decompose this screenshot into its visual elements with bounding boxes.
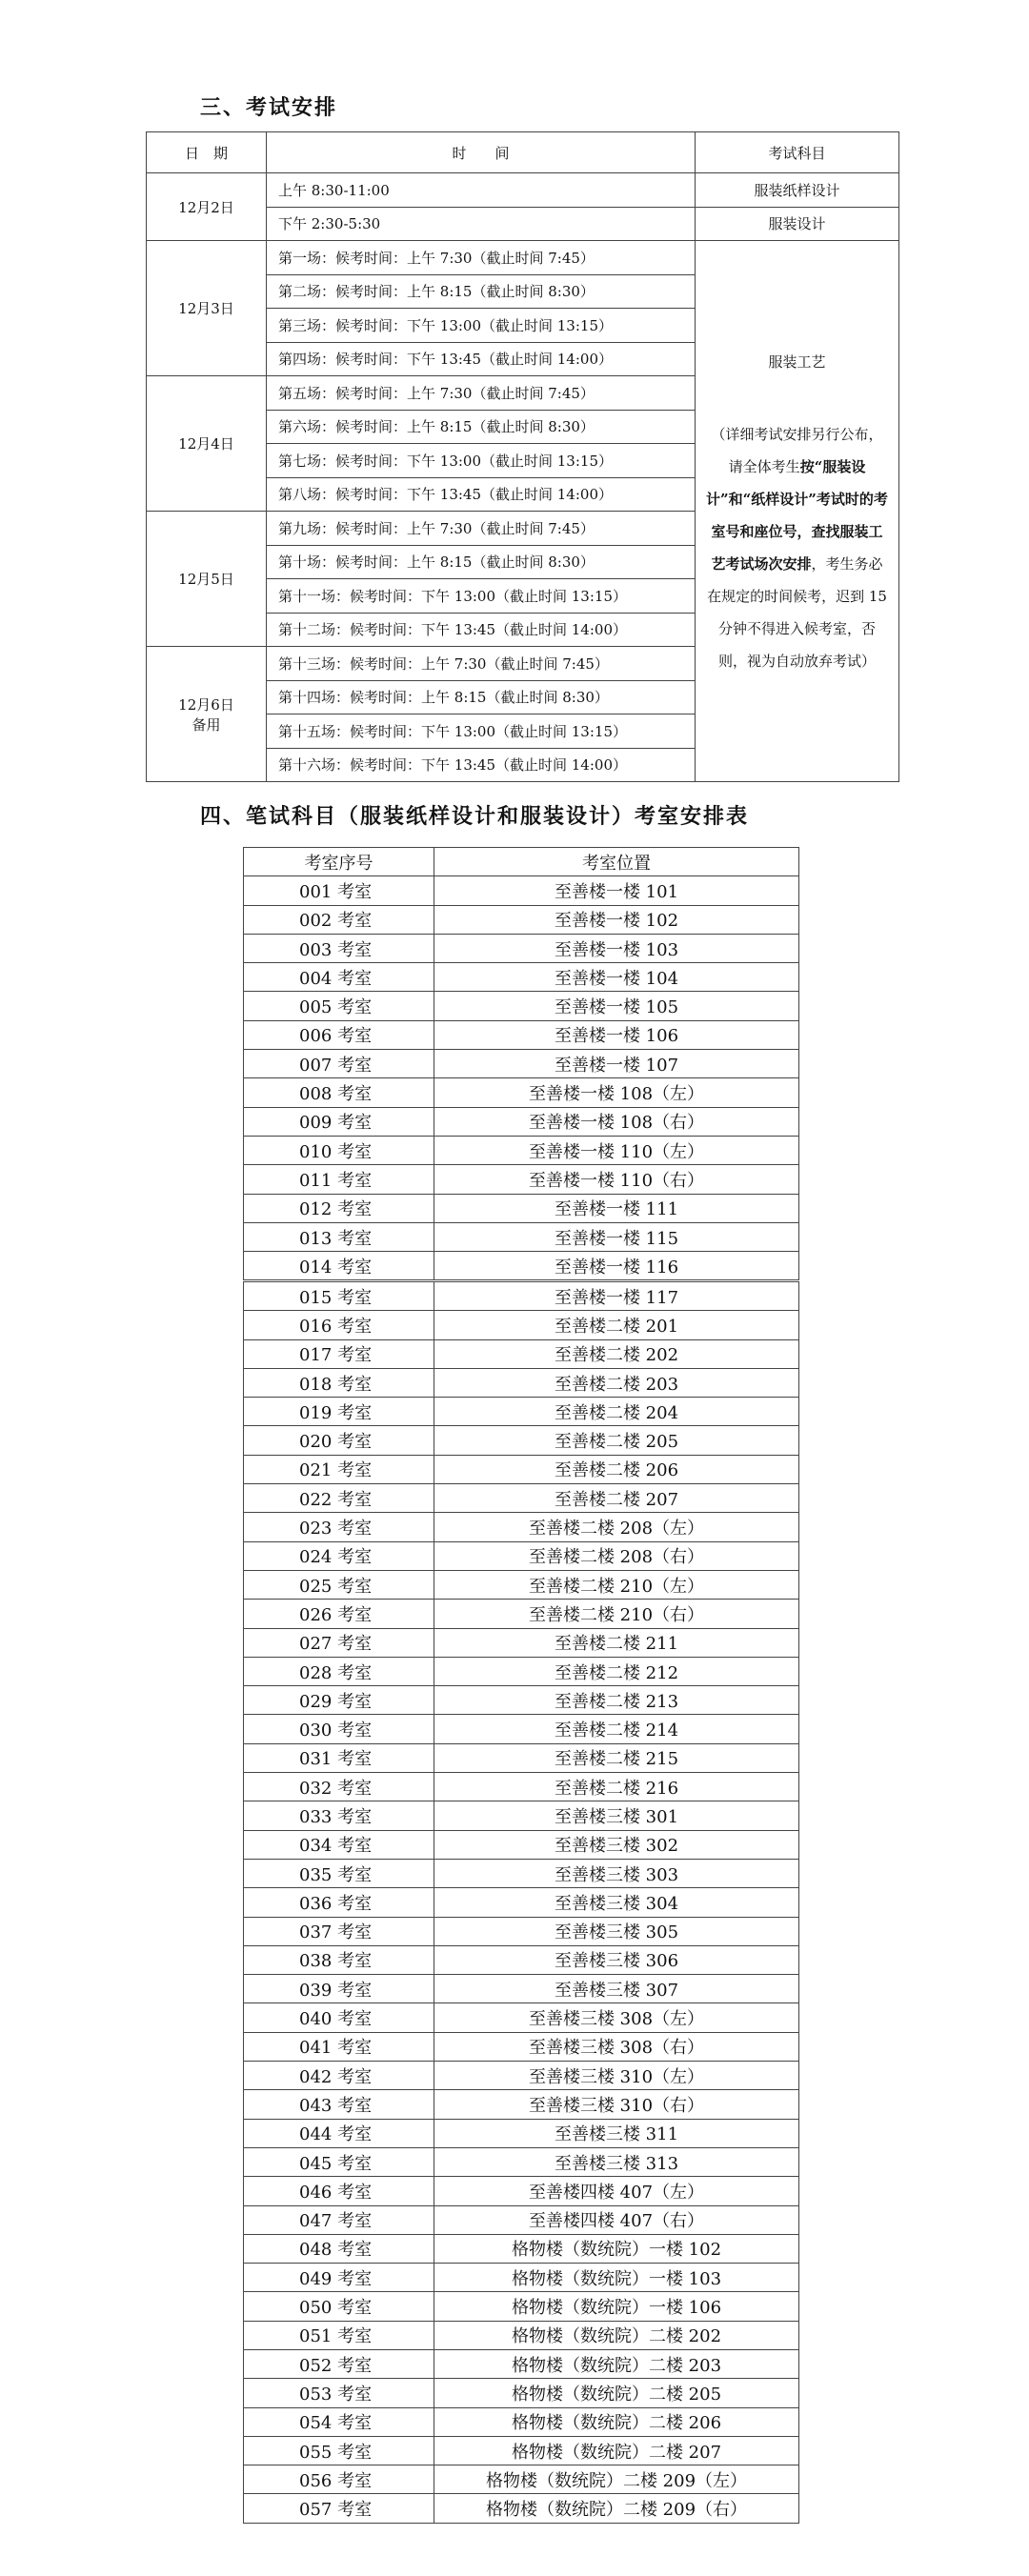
room-location-cell: 格物楼（数统院）二楼 209（右） xyxy=(434,2494,799,2523)
table-row xyxy=(244,1311,799,1339)
table-row xyxy=(244,1801,799,1830)
room-location-cell: 至善楼二楼 210（右） xyxy=(434,1600,799,1628)
room-no-cell: 030 考室 xyxy=(244,1715,434,1743)
time-cell: 第二场：候考时间：上午 8:15（截止时间 8:30） xyxy=(267,274,696,309)
room-location-cell: 至善楼二楼 205 xyxy=(434,1426,799,1455)
room-no-cell: 027 考室 xyxy=(244,1628,434,1657)
room-location-cell: 至善楼一楼 108（右） xyxy=(434,1107,799,1136)
room-location-cell: 至善楼一楼 116 xyxy=(434,1252,799,1280)
room-location-cell: 至善楼二楼 216 xyxy=(434,1773,799,1801)
date-cell xyxy=(147,647,267,782)
room-no-cell: 046 考室 xyxy=(244,2177,434,2205)
craft-subject: 服装工艺 xyxy=(768,352,826,371)
room-location-cell: 至善楼三楼 306 xyxy=(434,1945,799,1974)
table-row xyxy=(244,2234,799,2263)
table-row xyxy=(244,1194,799,1222)
time-cell: 第十五场：候考时间：下午 13:00（截止时间 13:15） xyxy=(267,714,696,749)
table-row xyxy=(244,2407,799,2436)
room-no-cell: 013 考室 xyxy=(244,1222,434,1251)
table-row xyxy=(244,1484,799,1513)
room-no-cell: 034 考室 xyxy=(244,1830,434,1859)
table-row xyxy=(244,1252,799,1280)
room-no-cell: 050 考室 xyxy=(244,2292,434,2321)
header-room-no: 考室序号 xyxy=(244,848,434,876)
table-row xyxy=(244,2032,799,2061)
note-text-bold: 按“服装设计”和“纸样设计”考试时的考室号和座位号，查找服装工艺考试场次安排 xyxy=(706,457,888,573)
craft-subject-note-cell xyxy=(696,241,899,782)
table-row xyxy=(244,2205,799,2234)
room-no-cell: 006 考室 xyxy=(244,1020,434,1049)
room-no-cell: 019 考室 xyxy=(244,1398,434,1426)
time-cell: 下午 2:30-5:30 xyxy=(267,207,696,241)
room-no-cell: 042 考室 xyxy=(244,2062,434,2090)
room-location-cell: 至善楼三楼 313 xyxy=(434,2147,799,2176)
room-location-cell: 至善楼二楼 207 xyxy=(434,1484,799,1513)
table-row xyxy=(244,2119,799,2147)
section-3-title: 三、考试安排 xyxy=(200,96,338,120)
table-row xyxy=(244,1570,799,1599)
table-row xyxy=(244,1600,799,1628)
room-no-cell: 012 考室 xyxy=(244,1194,434,1222)
room-no-cell: 022 考室 xyxy=(244,1484,434,1513)
room-location-cell: 至善楼三楼 303 xyxy=(434,1859,799,1887)
room-no-cell: 031 考室 xyxy=(244,1743,434,1772)
room-no-cell: 043 考室 xyxy=(244,2090,434,2119)
room-table-part-2 xyxy=(243,1281,799,2524)
schedule-row xyxy=(147,241,899,275)
date-note: 备用 xyxy=(192,715,221,734)
room-location-cell: 至善楼四楼 407（右） xyxy=(434,2205,799,2234)
time-cell: 第七场：候考时间：下午 13:00（截止时间 13:15） xyxy=(267,444,696,478)
time-cell: 第八场：候考时间：下午 13:45（截止时间 14:00） xyxy=(267,477,696,512)
time-cell: 第十六场：候考时间：下午 13:45（截止时间 14:00） xyxy=(267,748,696,782)
table-row xyxy=(244,1368,799,1397)
room-no-cell: 007 考室 xyxy=(244,1050,434,1078)
header-location: 考室位置 xyxy=(434,848,799,876)
room-location-cell: 至善楼一楼 107 xyxy=(434,1050,799,1078)
table-row xyxy=(244,2379,799,2407)
room-location-cell: 至善楼三楼 307 xyxy=(434,1975,799,2003)
table-row xyxy=(244,876,799,905)
table-row xyxy=(244,1020,799,1049)
table-row xyxy=(244,2292,799,2321)
room-location-cell: 至善楼三楼 310（左） xyxy=(434,2062,799,2090)
time-cell: 第一场：候考时间：上午 7:30（截止时间 7:45） xyxy=(267,241,696,275)
room-no-cell: 021 考室 xyxy=(244,1455,434,1483)
room-location-cell: 至善楼二楼 201 xyxy=(434,1311,799,1339)
room-location-cell: 至善楼一楼 111 xyxy=(434,1194,799,1222)
time-cell: 第六场：候考时间：上午 8:15（截止时间 8:30） xyxy=(267,410,696,444)
room-location-cell: 格物楼（数统院）一楼 106 xyxy=(434,2292,799,2321)
date-text: 12月5日 xyxy=(178,571,234,588)
room-location-cell: 格物楼（数统院）二楼 209（左） xyxy=(434,2465,799,2494)
table-row xyxy=(244,1078,799,1107)
room-no-cell: 044 考室 xyxy=(244,2119,434,2147)
room-no-cell: 036 考室 xyxy=(244,1888,434,1917)
room-no-cell: 037 考室 xyxy=(244,1917,434,1945)
room-no-cell: 041 考室 xyxy=(244,2032,434,2061)
room-no-cell: 056 考室 xyxy=(244,2465,434,2494)
time-cell: 第四场：候考时间：下午 13:45（截止时间 14:00） xyxy=(267,342,696,376)
room-no-cell: 045 考室 xyxy=(244,2147,434,2176)
room-no-cell: 032 考室 xyxy=(244,1773,434,1801)
room-location-cell: 至善楼一楼 110（左） xyxy=(434,1136,799,1164)
table-row xyxy=(244,2494,799,2523)
subject-cell: 服装设计 xyxy=(696,207,899,241)
note-text-1: （详细考试安排另行公布，请全体考生 xyxy=(711,425,883,475)
room-no-cell: 049 考室 xyxy=(244,2264,434,2292)
room-location-cell: 至善楼三楼 308（右） xyxy=(434,2032,799,2061)
table-row xyxy=(244,2349,799,2378)
room-no-cell: 054 考室 xyxy=(244,2407,434,2436)
room-no-cell: 048 考室 xyxy=(244,2234,434,2263)
table-row xyxy=(244,1628,799,1657)
date-text: 12月6日 xyxy=(178,695,234,714)
table-row xyxy=(244,2003,799,2032)
room-location-cell: 格物楼（数统院）二楼 206 xyxy=(434,2407,799,2436)
room-no-cell: 039 考室 xyxy=(244,1975,434,2003)
room-location-cell: 至善楼三楼 302 xyxy=(434,1830,799,1859)
room-no-cell: 003 考室 xyxy=(244,934,434,962)
room-location-cell: 格物楼（数统院）二楼 205 xyxy=(434,2379,799,2407)
table-row xyxy=(244,2321,799,2349)
table-row xyxy=(244,1541,799,1570)
section-4-title: 四、笔试科目（服装纸样设计和服装设计）考室安排表 xyxy=(200,805,750,829)
room-no-cell: 018 考室 xyxy=(244,1368,434,1397)
time-cell: 第十三场：候考时间：上午 7:30（截止时间 7:45） xyxy=(267,647,696,681)
time-cell: 第九场：候考时间：上午 7:30（截止时间 7:45） xyxy=(267,512,696,546)
table-row xyxy=(244,1917,799,1945)
table-row xyxy=(244,1513,799,1541)
room-header-row xyxy=(244,848,799,876)
table-row xyxy=(244,1975,799,2003)
room-location-cell: 至善楼三楼 311 xyxy=(434,2119,799,2147)
room-location-cell: 至善楼一楼 106 xyxy=(434,1020,799,1049)
table-row xyxy=(244,1282,799,1311)
room-no-cell: 052 考室 xyxy=(244,2349,434,2378)
time-cell: 第五场：候考时间：上午 7:30（截止时间 7:45） xyxy=(267,376,696,411)
table-row xyxy=(244,905,799,934)
room-no-cell: 005 考室 xyxy=(244,992,434,1020)
table-row xyxy=(244,963,799,992)
room-no-cell: 015 考室 xyxy=(244,1282,434,1311)
room-no-cell: 035 考室 xyxy=(244,1859,434,1887)
room-location-cell: 至善楼三楼 305 xyxy=(434,1917,799,1945)
table-row xyxy=(244,1398,799,1426)
room-location-cell: 至善楼二楼 203 xyxy=(434,1368,799,1397)
table-row xyxy=(244,1715,799,1743)
room-no-cell: 017 考室 xyxy=(244,1339,434,1368)
room-no-cell: 028 考室 xyxy=(244,1657,434,1685)
room-location-cell: 至善楼二楼 208（右） xyxy=(434,1541,799,1570)
room-location-cell: 至善楼一楼 103 xyxy=(434,934,799,962)
room-location-cell: 格物楼（数统院）一楼 103 xyxy=(434,2264,799,2292)
table-row xyxy=(244,934,799,962)
subject-cell: 服装纸样设计 xyxy=(696,173,899,208)
room-location-cell: 格物楼（数统院）一楼 102 xyxy=(434,2234,799,2263)
date-text: 12月3日 xyxy=(178,300,234,317)
room-location-cell: 至善楼二楼 206 xyxy=(434,1455,799,1483)
room-location-cell: 至善楼四楼 407（左） xyxy=(434,2177,799,2205)
room-location-cell: 至善楼三楼 308（左） xyxy=(434,2003,799,2032)
table-row xyxy=(244,2436,799,2465)
room-location-cell: 至善楼一楼 108（左） xyxy=(434,1078,799,1107)
room-table-part-1 xyxy=(243,847,799,1280)
note-text-2: ，考生务必在规定的时间候考，迟到 15 分钟不得进入候考室，否则，视为自动放弃考试） xyxy=(707,554,887,670)
room-no-cell: 009 考室 xyxy=(244,1107,434,1136)
room-no-cell: 029 考室 xyxy=(244,1686,434,1715)
table-row xyxy=(244,1773,799,1801)
room-no-cell: 040 考室 xyxy=(244,2003,434,2032)
room-location-cell: 至善楼三楼 304 xyxy=(434,1888,799,1917)
room-no-cell: 010 考室 xyxy=(244,1136,434,1164)
table-row xyxy=(244,2090,799,2119)
table-row xyxy=(244,1339,799,1368)
date-text: 12月4日 xyxy=(178,435,234,453)
room-location-cell: 至善楼三楼 310（右） xyxy=(434,2090,799,2119)
room-no-cell: 001 考室 xyxy=(244,876,434,905)
room-location-cell: 至善楼二楼 210（左） xyxy=(434,1570,799,1599)
table-row xyxy=(244,1945,799,1974)
table-row xyxy=(244,992,799,1020)
schedule-header-row xyxy=(147,132,899,173)
table-row xyxy=(244,1165,799,1194)
table-row xyxy=(244,1888,799,1917)
room-location-cell: 至善楼一楼 117 xyxy=(434,1282,799,1311)
room-no-cell: 038 考室 xyxy=(244,1945,434,1974)
room-location-cell: 至善楼二楼 208（左） xyxy=(434,1513,799,1541)
room-no-cell: 057 考室 xyxy=(244,2494,434,2523)
room-location-cell: 至善楼三楼 301 xyxy=(434,1801,799,1830)
time-cell: 上午 8:30-11:00 xyxy=(267,173,696,208)
table-row xyxy=(244,2062,799,2090)
room-no-cell: 002 考室 xyxy=(244,905,434,934)
time-cell: 第十一场：候考时间：下午 13:00（截止时间 13:15） xyxy=(267,579,696,614)
room-location-cell: 至善楼一楼 101 xyxy=(434,876,799,905)
date-cell: 12月2日 xyxy=(147,173,267,241)
room-no-cell: 055 考室 xyxy=(244,2436,434,2465)
room-no-cell: 023 考室 xyxy=(244,1513,434,1541)
room-location-cell: 至善楼一楼 115 xyxy=(434,1222,799,1251)
room-location-cell: 至善楼二楼 213 xyxy=(434,1686,799,1715)
room-no-cell: 024 考室 xyxy=(244,1541,434,1570)
table-row xyxy=(244,2147,799,2176)
room-no-cell: 047 考室 xyxy=(244,2205,434,2234)
room-no-cell: 020 考室 xyxy=(244,1426,434,1455)
exam-schedule-table xyxy=(146,131,899,782)
room-no-cell: 014 考室 xyxy=(244,1252,434,1280)
table-row xyxy=(244,1830,799,1859)
room-no-cell: 008 考室 xyxy=(244,1078,434,1107)
table-row xyxy=(244,1743,799,1772)
table-row xyxy=(244,1107,799,1136)
room-location-cell: 格物楼（数统院）二楼 207 xyxy=(434,2436,799,2465)
room-no-cell: 025 考室 xyxy=(244,1570,434,1599)
room-location-cell: 至善楼二楼 214 xyxy=(434,1715,799,1743)
room-location-cell: 至善楼二楼 212 xyxy=(434,1657,799,1685)
room-location-cell: 格物楼（数统院）二楼 203 xyxy=(434,2349,799,2378)
room-location-cell: 至善楼一楼 105 xyxy=(434,992,799,1020)
time-cell: 第十四场：候考时间：上午 8:15（截止时间 8:30） xyxy=(267,680,696,714)
table-row xyxy=(244,2465,799,2494)
time-cell: 第十场：候考时间：上午 8:15（截止时间 8:30） xyxy=(267,545,696,579)
room-location-cell: 至善楼二楼 204 xyxy=(434,1398,799,1426)
room-location-cell: 至善楼二楼 211 xyxy=(434,1628,799,1657)
header-time: 时 间 xyxy=(267,132,696,173)
table-row xyxy=(244,1222,799,1251)
table-row xyxy=(244,2177,799,2205)
room-no-cell: 053 考室 xyxy=(244,2379,434,2407)
room-location-cell: 至善楼二楼 215 xyxy=(434,1743,799,1772)
date-cell xyxy=(147,241,267,376)
time-cell: 第十二场：候考时间：下午 13:45（截止时间 14:00） xyxy=(267,613,696,647)
table-row xyxy=(244,1050,799,1078)
room-no-cell: 026 考室 xyxy=(244,1600,434,1628)
table-row xyxy=(244,1686,799,1715)
room-no-cell: 011 考室 xyxy=(244,1165,434,1194)
room-no-cell: 051 考室 xyxy=(244,2321,434,2349)
date-cell xyxy=(147,376,267,512)
header-subject: 考试科目 xyxy=(696,132,899,173)
room-location-cell: 至善楼一楼 110（右） xyxy=(434,1165,799,1194)
room-location-cell: 至善楼二楼 202 xyxy=(434,1339,799,1368)
table-row xyxy=(244,1426,799,1455)
date-cell xyxy=(147,512,267,647)
header-date: 日 期 xyxy=(147,132,267,173)
table-row xyxy=(244,1859,799,1887)
table-row xyxy=(244,1136,799,1164)
room-no-cell: 033 考室 xyxy=(244,1801,434,1830)
room-location-cell: 格物楼（数统院）二楼 202 xyxy=(434,2321,799,2349)
room-no-cell: 016 考室 xyxy=(244,1311,434,1339)
room-location-cell: 至善楼一楼 104 xyxy=(434,963,799,992)
table-row xyxy=(244,1657,799,1685)
schedule-row xyxy=(147,173,899,208)
table-row xyxy=(244,2264,799,2292)
exam-note xyxy=(706,426,888,670)
room-no-cell: 004 考室 xyxy=(244,963,434,992)
table-row xyxy=(244,1455,799,1483)
room-location-cell: 至善楼一楼 102 xyxy=(434,905,799,934)
time-cell: 第三场：候考时间：下午 13:00（截止时间 13:15） xyxy=(267,309,696,343)
